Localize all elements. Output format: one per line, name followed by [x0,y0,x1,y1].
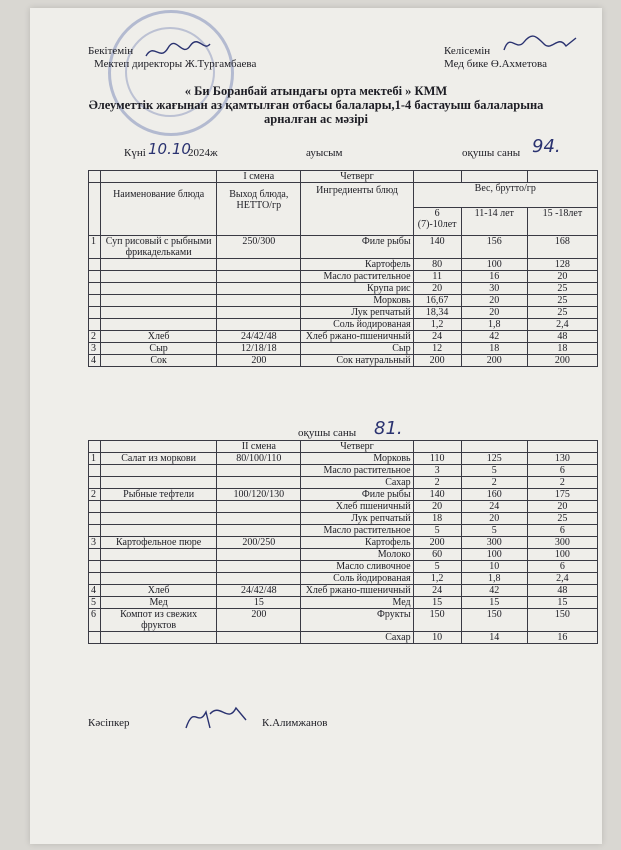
ingredient: Соль йодированая [301,319,413,331]
table-row [89,236,598,259]
dish-yield: 24/42/48 [217,585,301,597]
table-row [89,609,598,632]
row-number [89,307,101,319]
weight-age1: 5 [413,561,461,573]
weight-age3: 300 [527,537,597,549]
shift2-day: Четверг [301,441,413,453]
shift1-label: I смена [217,171,301,183]
weight-age1: 200 [413,537,461,549]
table-row [89,355,598,367]
approve-right-role: Мед бике Ө.Ахметова [444,58,547,70]
document-page [30,8,602,844]
col-weight: Вес, брутто/гр [413,183,597,208]
weight-age2: 1,8 [461,319,527,331]
ingredient: Сок натуральный [301,355,413,367]
dish-yield: 200 [217,355,301,367]
dish-name: Суп рисовый с рыбными фрикадельками [101,236,217,259]
weight-age1: 3 [413,465,461,477]
weight-age2: 16 [461,271,527,283]
weight-age3: 48 [527,331,597,343]
weight-age3: 15 [527,597,597,609]
weight-age3: 20 [527,271,597,283]
weight-age1: 20 [413,501,461,513]
weight-age3: 16 [527,632,597,644]
ingredient: Сахар [301,632,413,644]
ingredient: Мед [301,597,413,609]
weight-age3: 128 [527,259,597,271]
dish-yield [217,319,301,331]
menu-title-line1: Әлеуметтік жағынан аз қамтылған отбасы балалары,1-4 бастауыш балаларына [88,98,544,112]
dish-yield [217,573,301,585]
weight-age2: 42 [461,331,527,343]
ingredient: Крупа рис [301,283,413,295]
weight-age2: 1,8 [461,573,527,585]
dish-name: Сыр [101,343,217,355]
dish-name [101,513,217,525]
weight-age1: 11 [413,271,461,283]
shift2-label: II смена [217,441,301,453]
table-row [89,585,598,597]
table-row [89,465,598,477]
table-row [89,331,598,343]
weight-age3: 100 [527,549,597,561]
ingredient: Филе рыбы [301,489,413,501]
row-number: 3 [89,343,101,355]
dish-yield [217,295,301,307]
menu-title-line2: арналған ас мәзірі [264,112,368,126]
dish-yield [217,477,301,489]
footer-role: Кәсіпкер [88,717,130,729]
dish-name: Салат из моркови [101,453,217,465]
table-row [89,453,598,465]
dish-name [101,465,217,477]
weight-age3: 6 [527,561,597,573]
ingredient: Лук репчатый [301,307,413,319]
dish-name [101,573,217,585]
dish-name: Хлеб [101,585,217,597]
weight-age3: 2 [527,477,597,489]
weight-age2: 200 [461,355,527,367]
approve-right-label: Келісемін [444,45,491,57]
row-number: 1 [89,236,101,259]
dish-yield [217,561,301,573]
table-row [89,537,598,549]
dish-name [101,271,217,283]
ingredient: Картофель [301,537,413,549]
ingredient: Морковь [301,295,413,307]
weight-age2: 300 [461,537,527,549]
ingredient: Соль йодированая [301,573,413,585]
weight-age3: 25 [527,513,597,525]
director-signature [142,38,212,64]
ingredient: Молоко [301,549,413,561]
weight-age2: 5 [461,525,527,537]
weight-age2: 30 [461,283,527,295]
row-number: 2 [89,331,101,343]
dish-name: Сок [101,355,217,367]
table-row [89,259,598,271]
weight-age3: 168 [527,236,597,259]
ingredient: Масло растительное [301,525,413,537]
dish-yield: 200/250 [217,537,301,549]
mid-pupils-count: 81. [374,418,403,439]
weight-age2: 20 [461,513,527,525]
table-row [89,561,598,573]
row-number [89,259,101,271]
dish-yield: 80/100/110 [217,453,301,465]
dish-yield: 100/120/130 [217,489,301,501]
row-number: 1 [89,453,101,465]
col-age1: 6 (7)-10лет [413,208,461,236]
col-age2: 11-14 лет [461,208,527,236]
row-number [89,501,101,513]
weight-age2: 5 [461,465,527,477]
weight-age3: 6 [527,525,597,537]
weight-age1: 60 [413,549,461,561]
dish-yield [217,465,301,477]
dish-name [101,283,217,295]
ingredient: Масло растительное [301,271,413,283]
weight-age2: 42 [461,585,527,597]
dish-name: Компот из свежих фруктов [101,609,217,632]
shift-label: ауысым [306,147,343,159]
weight-age1: 16,67 [413,295,461,307]
menu-table-shift1 [88,170,598,367]
weight-age3: 6 [527,465,597,477]
dish-name: Картофельное пюре [101,537,217,549]
table-row [89,501,598,513]
weight-age2: 156 [461,236,527,259]
ingredient: Морковь [301,453,413,465]
weight-age1: 20 [413,283,461,295]
dish-name [101,477,217,489]
table-row [89,549,598,561]
dish-name [101,501,217,513]
dish-name [101,525,217,537]
ingredient: Масло растительное [301,465,413,477]
row-number [89,295,101,307]
dish-yield [217,271,301,283]
dish-name [101,549,217,561]
col-age3: 15 -18лет [527,208,597,236]
ingredient: Филе рыбы [301,236,413,259]
table-row [89,319,598,331]
date-label: Күні [124,147,146,159]
shift1-day: Четверг [301,171,413,183]
caterer-signature [180,698,250,734]
ingredient: Хлеб пшеничный [301,501,413,513]
weight-age2: 150 [461,609,527,632]
dish-yield [217,259,301,271]
weight-age1: 2 [413,477,461,489]
weight-age1: 80 [413,259,461,271]
weight-age3: 2,4 [527,573,597,585]
weight-age2: 18 [461,343,527,355]
ingredient: Хлеб ржано-пшеничный [301,331,413,343]
table-row [89,597,598,609]
weight-age1: 18,34 [413,307,461,319]
weight-age3: 150 [527,609,597,632]
dish-yield: 24/42/48 [217,331,301,343]
weight-age1: 1,2 [413,573,461,585]
weight-age1: 140 [413,489,461,501]
weight-age1: 110 [413,453,461,465]
approve-left-label: Бекітемін [88,45,134,57]
row-number [89,319,101,331]
row-number [89,561,101,573]
weight-age3: 48 [527,585,597,597]
footer-name: К.Алимжанов [262,717,328,729]
row-number: 4 [89,585,101,597]
table-row [89,343,598,355]
dish-name [101,307,217,319]
dish-name [101,295,217,307]
weight-age3: 175 [527,489,597,501]
dish-yield: 12/18/18 [217,343,301,355]
dish-yield [217,632,301,644]
row-number: 6 [89,609,101,632]
weight-age1: 200 [413,355,461,367]
table-row [89,295,598,307]
table-row [89,283,598,295]
ingredient: Сыр [301,343,413,355]
row-number: 5 [89,597,101,609]
row-number: 3 [89,537,101,549]
dish-yield [217,513,301,525]
col-dish-name: Наименование блюда [101,183,217,236]
weight-age1: 10 [413,632,461,644]
weight-age3: 20 [527,501,597,513]
weight-age1: 15 [413,597,461,609]
table-row [89,477,598,489]
row-number [89,513,101,525]
dish-yield [217,283,301,295]
row-number [89,632,101,644]
weight-age1: 24 [413,331,461,343]
dish-yield [217,549,301,561]
table-row [89,307,598,319]
dish-name: Мед [101,597,217,609]
row-number [89,573,101,585]
dish-yield: 250/300 [217,236,301,259]
ingredient: Хлеб ржано-пшеничный [301,585,413,597]
ingredient: Лук репчатый [301,513,413,525]
table-row [89,489,598,501]
weight-age1: 1,2 [413,319,461,331]
ingredient: Картофель [301,259,413,271]
weight-age2: 14 [461,632,527,644]
row-number: 4 [89,355,101,367]
dish-name [101,319,217,331]
dish-name: Хлеб [101,331,217,343]
nurse-signature [500,30,580,56]
row-number [89,283,101,295]
weight-age1: 150 [413,609,461,632]
weight-age2: 100 [461,259,527,271]
weight-age1: 24 [413,585,461,597]
weight-age3: 200 [527,355,597,367]
dish-name [101,561,217,573]
dish-name: Рыбные тефтели [101,489,217,501]
approve-left-role: Мектеп директоры Ж.Тургамбаева [94,58,257,70]
dish-yield: 15 [217,597,301,609]
dish-yield [217,501,301,513]
ingredient: Масло сливочное [301,561,413,573]
dish-name [101,632,217,644]
weight-age1: 12 [413,343,461,355]
table-row [89,271,598,283]
weight-age2: 160 [461,489,527,501]
weight-age3: 2,4 [527,319,597,331]
dish-name [101,259,217,271]
date-year: 2024ж [188,147,218,159]
col-ingredients: Ингредиенты блюд [301,183,413,236]
table-row [89,525,598,537]
weight-age3: 25 [527,307,597,319]
weight-age3: 25 [527,295,597,307]
ingredient: Фрукты [301,609,413,632]
row-number [89,271,101,283]
weight-age2: 2 [461,477,527,489]
table-row [89,573,598,585]
row-number [89,465,101,477]
weight-age2: 15 [461,597,527,609]
weight-age2: 125 [461,453,527,465]
weight-age3: 18 [527,343,597,355]
row-number: 2 [89,489,101,501]
row-number [89,549,101,561]
mid-pupils-label: оқушы саны [298,427,357,439]
dish-yield: 200 [217,609,301,632]
table-row [89,632,598,644]
dish-yield [217,307,301,319]
weight-age2: 10 [461,561,527,573]
date-value: 10.10 [148,140,191,158]
row-number [89,525,101,537]
school-name: « Би Боранбай атындағы орта мектебі » КММ [184,84,448,98]
dish-yield [217,525,301,537]
weight-age1: 140 [413,236,461,259]
menu-table-shift2 [88,440,598,644]
weight-age2: 100 [461,549,527,561]
weight-age2: 20 [461,295,527,307]
weight-age3: 130 [527,453,597,465]
row-number [89,477,101,489]
pupils-label: оқушы саны [462,147,521,159]
weight-age2: 24 [461,501,527,513]
weight-age1: 18 [413,513,461,525]
ingredient: Сахар [301,477,413,489]
weight-age3: 25 [527,283,597,295]
col-yield: Выход блюда, НЕТТО/гр [217,183,301,236]
table-row [89,513,598,525]
weight-age2: 20 [461,307,527,319]
weight-age1: 5 [413,525,461,537]
pupils-count: 94. [532,136,561,157]
